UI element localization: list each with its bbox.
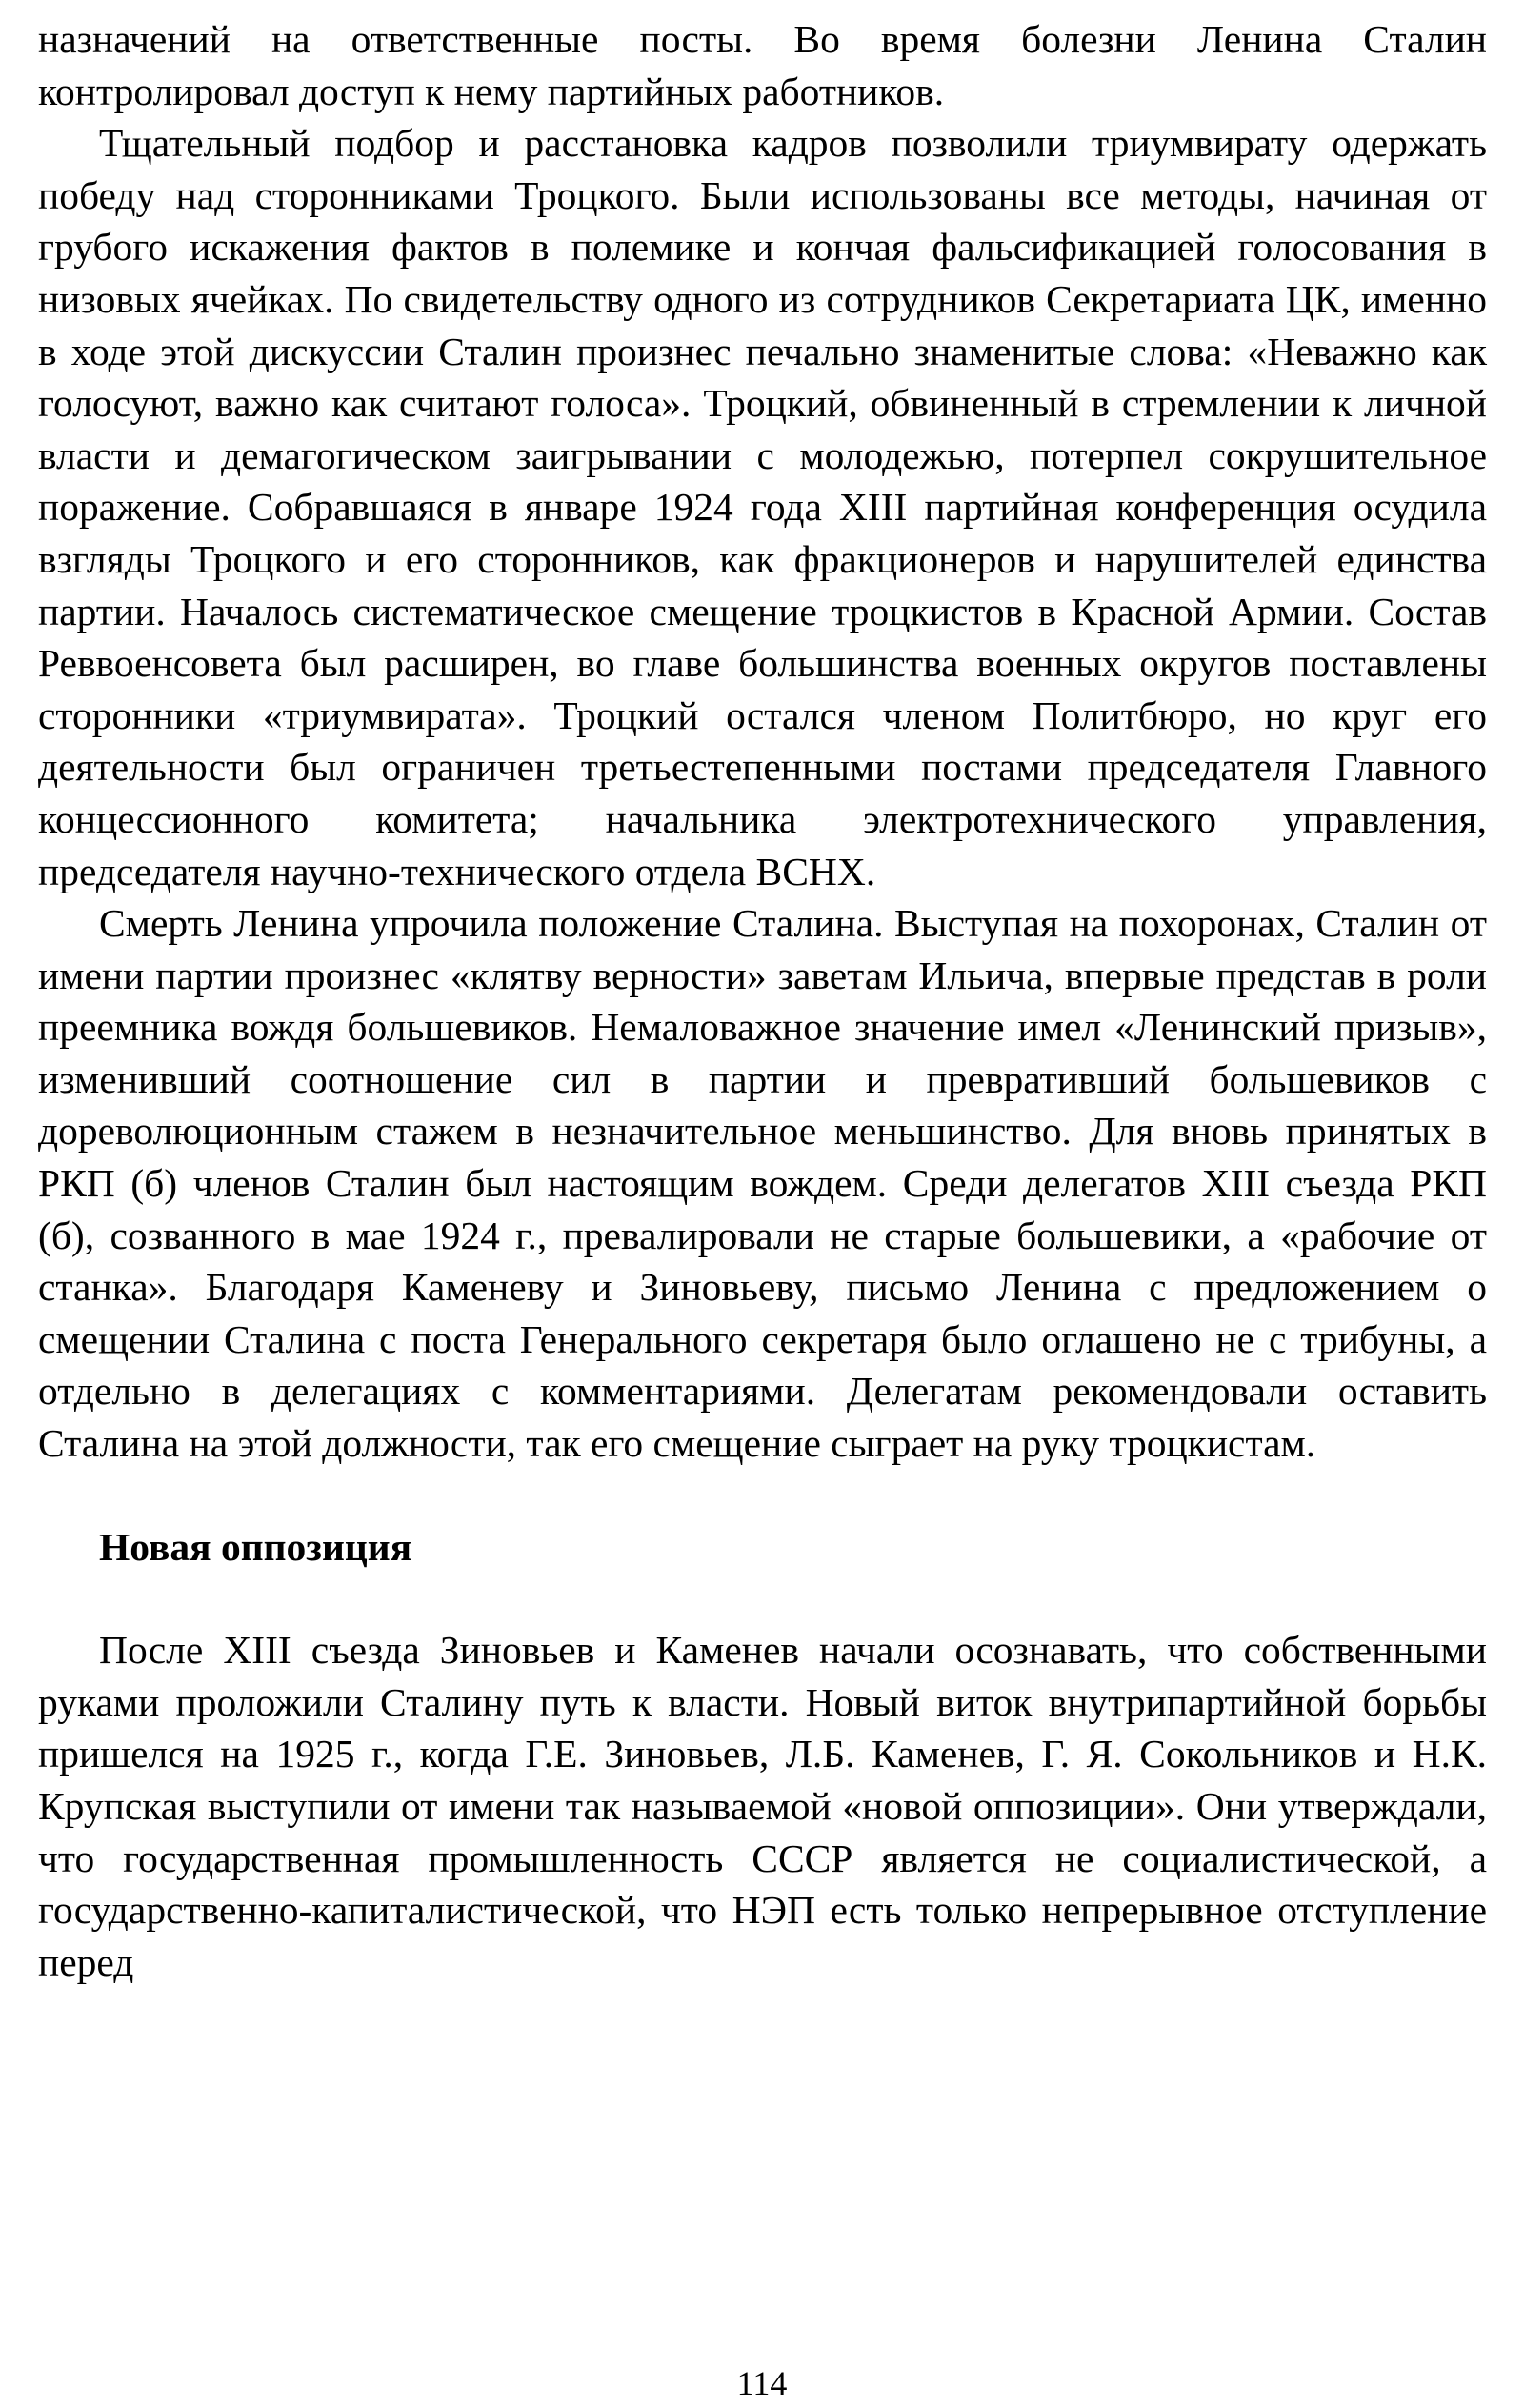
section-heading: Новая оппозиция [99,1524,412,1569]
spacer [38,1573,1487,1624]
paragraph-lenin-death: Смерть Ленина упрочила положение Сталина. Выступая на похоронах, Сталин от имени партии произнес «клятву верности» заветам Ильича, впервые представ в роли преемника вождя большевиков. Немаловажное значение имел «Ленинский призыв», изменивший соотношение сил в партии и превративший большевиков с дореволюционным стажем в незначительное меньшинство. Для вновь принятых в РКП (б) членов Сталин был настоящим вождем. Среди делегатов XIII съезда РКП (б), созванного в мае 1924 г., превалировали не старые большевики, а «рабочие от станка». Благодаря Каменеву и Зиновьеву, письмо Ленина с предложением о смещении Сталина с поста Генерального секретаря было оглашено не с трибуны, а отдельно в делегациях с комментариями. Делегатам рекомендовали оставить Сталина на этой должности, так его смещение сыграет на руку троцкистам. [38,901,1487,1466]
paragraph-triumvirate: Тщательный подбор и расстановка кадров позволили триумвирату одержать победу над сторонниками Троцкого. Были использованы все методы, начиная от грубого искажения фактов в полемике и кончая фальсификацией голосования в низовых ячейках. По свидетельству одного из сотрудников Секретариата ЦК, именно в ходе этой дискуссии Сталин произнес печально знаменитые слова: «Неважно как голосуют, важно как считают голоса». Троцкий, обвиненный в стремлении к личной власти и демагогическом заигрывании с молодежью, потерпел сокрушительное поражение. Собравшаяся в январе 1924 года XIII партийная конференция осудила взгляды Троцкого и его сторонников, как фракционеров и нарушителей единства партии. Началось систематическое смещение троцкистов в Красной Армии. Состав Реввоенсовета был расширен, во главе большинства военных округов поставлены сторонники «триумвирата». Троцкий остался членом Политбюро, но круг его деятельности был ограничен третьестепенными постами председателя Главного концессионного комитета; начальника электротехнического управления, председателя научно-технического отдела ВСНХ. [38,121,1487,893]
document-page [38,13,1487,1988]
page-number: 114 [736,2364,788,2402]
spacer [38,1470,1487,1521]
paragraph-new-opposition: После XIII съезда Зиновьев и Каменев начали осознавать, что собственными руками проложили Сталину путь к власти. Новый виток внутрипартийной борьбы пришелся на 1925 г., когда Г.Е. Зиновьев, Л.Б. Каменев, Г. Я. Сокольников и Н.К. Крупская выступили от имени так называемой «новой оппозиции». Они утверждали, что государственная промышленность СССР является не социалистической, а государственно-капиталистической, что НЭП есть только непрерывное отступление перед [38,1628,1487,1984]
paragraph-continued: назначений на ответственные посты. Во время болезни Ленина Сталин контролировал доступ к нему партийных работников. [38,17,1487,113]
